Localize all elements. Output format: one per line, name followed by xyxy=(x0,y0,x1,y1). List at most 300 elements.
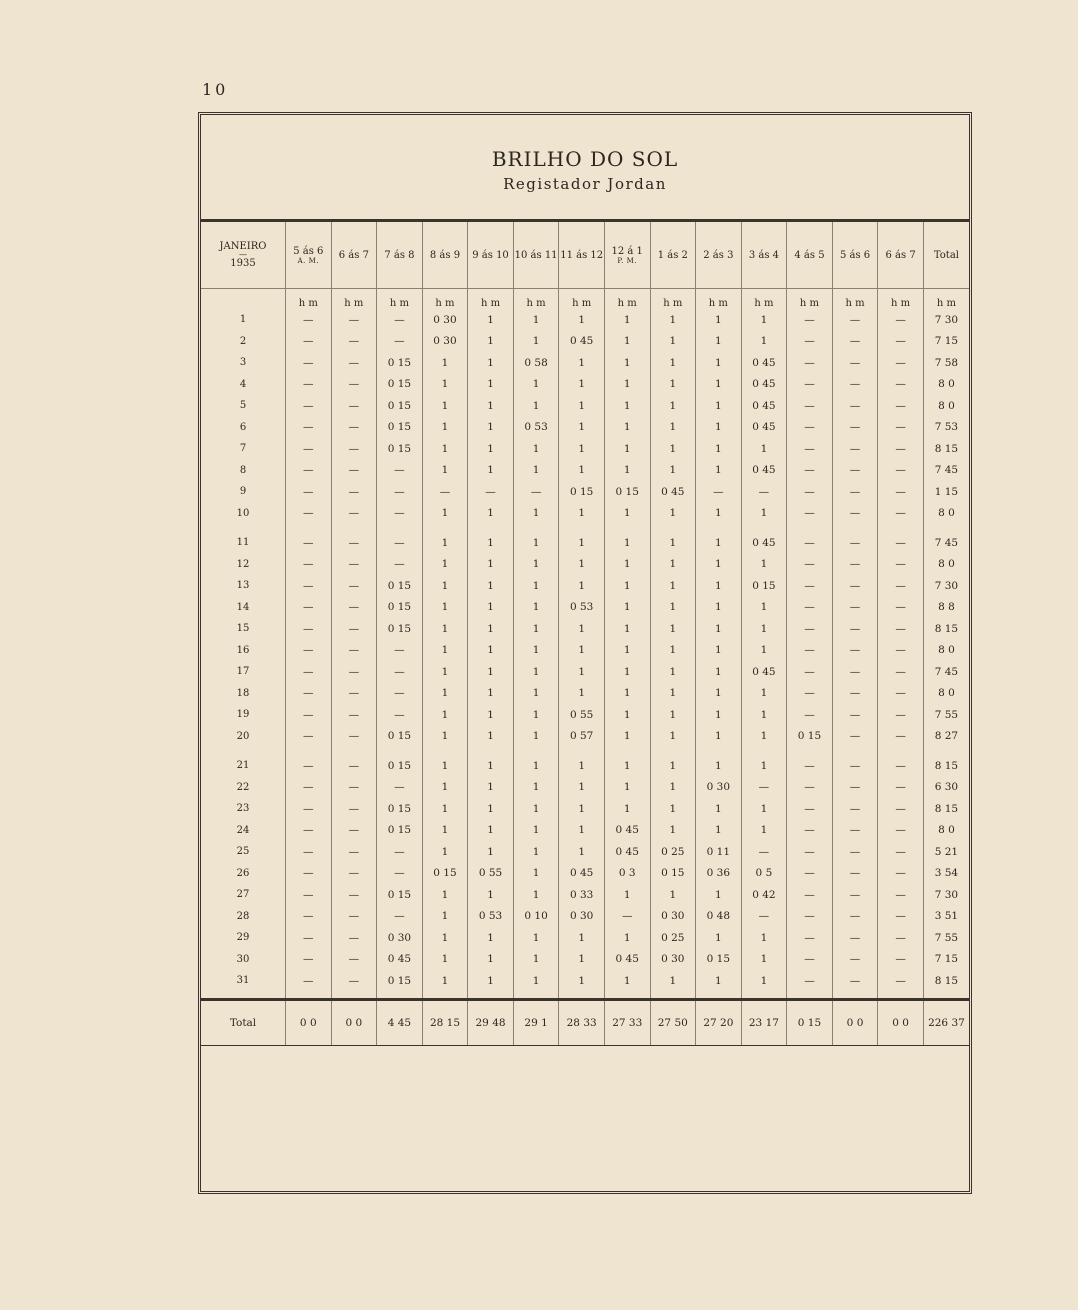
units-cell-empty xyxy=(201,289,286,310)
hour-cell: 0 45 xyxy=(604,949,650,971)
spacer-cell xyxy=(878,992,924,1000)
hour-cell: 1 xyxy=(559,532,605,554)
hour-cell: 1 xyxy=(513,554,559,576)
column-header-label: 1 ás 2 xyxy=(657,249,688,261)
hour-cell: — xyxy=(832,820,878,842)
day-cell: 9 xyxy=(239,486,247,498)
hour-cell: — xyxy=(286,575,332,597)
hour-cell: 1 xyxy=(559,755,605,777)
table-row xyxy=(201,726,969,748)
spacer-cell xyxy=(923,747,969,755)
spacer-cell xyxy=(513,524,559,532)
hour-cell: — xyxy=(832,331,878,353)
sunshine-table xyxy=(201,222,969,1046)
hour-cell: 1 xyxy=(468,417,514,439)
row-total-cell: 8 0 xyxy=(923,554,969,576)
spacer-cell xyxy=(787,524,833,532)
hour-cell: — xyxy=(331,352,377,374)
hour-cell: 1 xyxy=(741,755,787,777)
hour-cell: 1 xyxy=(559,798,605,820)
spacer-cell xyxy=(696,524,742,532)
hour-cell: 0 30 xyxy=(377,927,423,949)
hour-cell: 1 xyxy=(650,798,696,820)
total-cell: 23 17 xyxy=(741,999,787,1045)
hour-cell: 1 xyxy=(696,927,742,949)
day-cell: 19 xyxy=(236,709,250,721)
hour-cell: — xyxy=(286,777,332,799)
hour-cell: 0 53 xyxy=(513,417,559,439)
page-title: BRILHO DO SOL xyxy=(491,147,679,171)
hour-cell: 0 15 xyxy=(377,618,423,640)
units-cell: h m xyxy=(377,289,423,310)
day-cell: 2 xyxy=(239,335,247,347)
total-cell: 27 50 xyxy=(650,999,696,1045)
hour-cell: 1 xyxy=(650,726,696,748)
row-total-cell: 3 51 xyxy=(923,906,969,928)
hour-cell: 0 15 xyxy=(604,481,650,503)
hour-cell: 1 xyxy=(422,460,468,482)
hour-cell: 1 xyxy=(696,755,742,777)
spacer-cell xyxy=(331,992,377,1000)
hour-cell: 1 xyxy=(468,575,514,597)
hour-cell: — xyxy=(286,863,332,885)
hour-cell: — xyxy=(377,481,423,503)
hour-cell: 1 xyxy=(696,798,742,820)
hour-cell: 0 45 xyxy=(650,481,696,503)
hour-cell: 1 xyxy=(468,618,514,640)
hour-cell: — xyxy=(286,661,332,683)
hour-cell: 1 xyxy=(696,970,742,992)
hour-cell: 0 48 xyxy=(696,906,742,928)
column-header-label: 5 ás 6 xyxy=(839,249,871,261)
hour-cell: — xyxy=(832,395,878,417)
hour-cell: — xyxy=(787,704,833,726)
hour-cell: 1 xyxy=(650,661,696,683)
hour-cell: 1 xyxy=(422,704,468,726)
hour-cell: 1 xyxy=(650,417,696,439)
hour-cell: 1 xyxy=(559,820,605,842)
hour-cell: 0 15 xyxy=(559,481,605,503)
hour-cell: 1 xyxy=(604,503,650,525)
hour-cell: 1 xyxy=(650,704,696,726)
hour-cell: 1 xyxy=(513,777,559,799)
hour-cell: 1 xyxy=(604,777,650,799)
row-total-cell: 5 21 xyxy=(923,841,969,863)
day-cell: 16 xyxy=(236,644,250,656)
day-cell: 12 xyxy=(236,558,250,570)
hour-cell: 0 57 xyxy=(559,726,605,748)
row-total-cell: 7 45 xyxy=(923,661,969,683)
spacer-cell xyxy=(741,992,787,1000)
column-header xyxy=(832,222,878,289)
table-row xyxy=(201,949,969,971)
hour-cell: — xyxy=(331,395,377,417)
column-header-label: 12 á 1 xyxy=(611,245,643,257)
row-total-cell: 1 15 xyxy=(923,481,969,503)
table-row xyxy=(201,331,969,353)
page-number: 10 xyxy=(202,80,229,99)
hour-cell: — xyxy=(878,417,924,439)
hour-cell: — xyxy=(878,331,924,353)
hour-cell: 1 xyxy=(559,927,605,949)
total-cell: 4 45 xyxy=(377,999,423,1045)
day-cell: 29 xyxy=(236,932,250,944)
hour-cell: 1 xyxy=(513,820,559,842)
spacer-cell xyxy=(331,524,377,532)
spacer-cell xyxy=(650,747,696,755)
units-cell: h m xyxy=(604,289,650,310)
hour-cell: 1 xyxy=(741,597,787,619)
hour-cell: — xyxy=(377,460,423,482)
day-cell: 22 xyxy=(236,781,250,793)
table-row xyxy=(201,927,969,949)
hour-cell: 0 45 xyxy=(741,374,787,396)
hour-cell: — xyxy=(787,331,833,353)
hour-cell: — xyxy=(787,503,833,525)
hour-cell: 1 xyxy=(468,798,514,820)
hour-cell: — xyxy=(331,927,377,949)
hour-cell: 1 xyxy=(650,331,696,353)
hour-cell: 1 xyxy=(650,970,696,992)
hour-cell: — xyxy=(878,597,924,619)
hour-cell: 1 xyxy=(468,884,514,906)
spacer-cell xyxy=(832,992,878,1000)
column-header-label: 7 ás 8 xyxy=(384,249,415,261)
hour-cell: — xyxy=(832,841,878,863)
hour-cell: — xyxy=(331,906,377,928)
hour-cell: 1 xyxy=(559,683,605,705)
hour-cell: 1 xyxy=(696,726,742,748)
hour-cell: — xyxy=(331,554,377,576)
column-header xyxy=(923,222,969,289)
hour-cell: 1 xyxy=(559,503,605,525)
hour-cell: 1 xyxy=(422,395,468,417)
column-header-period: A. M. xyxy=(297,256,319,265)
hour-cell: 1 xyxy=(422,949,468,971)
row-total-cell: 8 0 xyxy=(923,374,969,396)
hour-cell: — xyxy=(878,777,924,799)
hour-cell: 0 45 xyxy=(559,331,605,353)
hour-cell: — xyxy=(331,481,377,503)
hour-cell: 1 xyxy=(513,503,559,525)
hour-cell: — xyxy=(286,597,332,619)
hour-cell: — xyxy=(286,374,332,396)
hour-cell: 1 xyxy=(559,949,605,971)
hour-cell: 1 xyxy=(559,970,605,992)
hour-cell: — xyxy=(286,704,332,726)
hour-cell: — xyxy=(331,618,377,640)
table-row xyxy=(201,417,969,439)
column-header xyxy=(650,222,696,289)
data-table-container xyxy=(201,219,969,1046)
day-cell: 1 xyxy=(239,314,247,326)
day-cell: 27 xyxy=(236,889,250,901)
hour-cell: — xyxy=(286,481,332,503)
row-spacer xyxy=(201,992,969,1000)
units-cell: h m xyxy=(468,289,514,310)
hour-cell: 1 xyxy=(468,661,514,683)
hour-cell: — xyxy=(878,884,924,906)
hour-cell: 1 xyxy=(559,438,605,460)
hour-cell: — xyxy=(331,884,377,906)
table-row xyxy=(201,863,969,885)
hour-cell: 1 xyxy=(741,438,787,460)
hour-cell: — xyxy=(787,820,833,842)
hour-cell: 1 xyxy=(741,798,787,820)
table-frame xyxy=(198,112,972,1194)
hour-cell: 1 xyxy=(650,575,696,597)
day-cell: 26 xyxy=(236,867,250,879)
hour-cell: 0 30 xyxy=(650,949,696,971)
total-cell: 29 1 xyxy=(513,999,559,1045)
hour-cell: — xyxy=(832,970,878,992)
hour-cell: 1 xyxy=(513,575,559,597)
hour-cell: 0 30 xyxy=(422,309,468,331)
hour-cell: 1 xyxy=(468,777,514,799)
hour-cell: — xyxy=(286,618,332,640)
hour-cell: 1 xyxy=(513,438,559,460)
hour-cell: 1 xyxy=(650,352,696,374)
hour-cell: — xyxy=(787,309,833,331)
row-total-cell: 7 45 xyxy=(923,532,969,554)
hour-cell: 1 xyxy=(422,575,468,597)
month-label: JANEIRO xyxy=(219,240,267,252)
hour-cell: 1 xyxy=(422,597,468,619)
hour-cell: 1 xyxy=(513,618,559,640)
hour-cell: 1 xyxy=(696,438,742,460)
table-row xyxy=(201,777,969,799)
hour-cell: 1 xyxy=(604,640,650,662)
hour-cell: 0 15 xyxy=(741,575,787,597)
spacer-cell xyxy=(468,524,514,532)
hour-cell: — xyxy=(331,798,377,820)
hour-cell: 1 xyxy=(513,841,559,863)
hour-cell: 1 xyxy=(604,352,650,374)
units-cell: h m xyxy=(923,289,969,310)
hour-cell: — xyxy=(878,309,924,331)
hour-cell: 0 55 xyxy=(559,704,605,726)
hour-cell: — xyxy=(878,503,924,525)
hour-cell: — xyxy=(878,820,924,842)
hour-cell: — xyxy=(832,949,878,971)
hour-cell: 1 xyxy=(604,417,650,439)
hour-cell: — xyxy=(832,309,878,331)
row-total-cell: 8 15 xyxy=(923,438,969,460)
row-total-cell: 8 0 xyxy=(923,683,969,705)
hour-cell: — xyxy=(331,374,377,396)
spacer-cell xyxy=(832,747,878,755)
hour-cell: — xyxy=(331,704,377,726)
hour-cell: — xyxy=(787,906,833,928)
hour-cell: 0 15 xyxy=(696,949,742,971)
spacer-cell xyxy=(468,747,514,755)
hour-cell: — xyxy=(878,481,924,503)
hour-cell: 1 xyxy=(696,820,742,842)
hour-cell: 1 xyxy=(422,683,468,705)
hour-cell: — xyxy=(878,755,924,777)
hour-cell: 0 15 xyxy=(377,755,423,777)
hour-cell: — xyxy=(878,438,924,460)
hour-cell: — xyxy=(377,704,423,726)
hour-cell: 0 15 xyxy=(650,863,696,885)
hour-cell: 1 xyxy=(696,661,742,683)
row-total-cell: 7 53 xyxy=(923,417,969,439)
hour-cell: — xyxy=(787,755,833,777)
column-header-label: 9 ás 10 xyxy=(472,249,509,261)
hour-cell: 1 xyxy=(468,755,514,777)
day-cell: 10 xyxy=(236,507,250,519)
table-row xyxy=(201,575,969,597)
row-total-cell: 8 0 xyxy=(923,503,969,525)
hour-cell: 1 xyxy=(604,597,650,619)
row-total-cell: 7 15 xyxy=(923,949,969,971)
hour-cell: — xyxy=(878,575,924,597)
hour-cell: 0 15 xyxy=(422,863,468,885)
column-header xyxy=(696,222,742,289)
hour-cell: 1 xyxy=(696,618,742,640)
row-total-cell: 7 55 xyxy=(923,927,969,949)
hour-cell: 0 53 xyxy=(559,597,605,619)
hour-cell: — xyxy=(878,554,924,576)
total-cell: 0 0 xyxy=(878,999,924,1045)
hour-cell: — xyxy=(832,352,878,374)
hour-cell: 1 xyxy=(513,755,559,777)
hour-cell: 1 xyxy=(650,777,696,799)
hour-cell: 1 xyxy=(650,460,696,482)
hour-cell: — xyxy=(377,309,423,331)
row-total-cell: 8 15 xyxy=(923,970,969,992)
hour-cell: 1 xyxy=(468,554,514,576)
spacer-cell xyxy=(286,747,332,755)
hour-cell: 1 xyxy=(468,683,514,705)
hour-cell: — xyxy=(878,640,924,662)
column-header xyxy=(422,222,468,289)
spacer-cell xyxy=(377,524,423,532)
hour-cell: — xyxy=(878,726,924,748)
hour-cell: — xyxy=(787,597,833,619)
hour-cell: 1 xyxy=(604,726,650,748)
hour-cell: 1 xyxy=(741,970,787,992)
day-cell: 3 xyxy=(239,357,247,369)
hour-cell: 1 xyxy=(604,438,650,460)
hour-cell: — xyxy=(331,777,377,799)
hour-cell: — xyxy=(331,597,377,619)
hour-cell: — xyxy=(878,863,924,885)
hour-cell: 0 45 xyxy=(377,949,423,971)
hour-cell: 1 xyxy=(559,618,605,640)
spacer-cell xyxy=(201,992,286,1000)
totals-label: Total xyxy=(201,999,286,1045)
hour-cell: 0 15 xyxy=(377,726,423,748)
hour-cell: 1 xyxy=(696,460,742,482)
day-cell: 24 xyxy=(236,824,250,836)
hour-cell: 1 xyxy=(513,863,559,885)
hour-cell: — xyxy=(832,777,878,799)
hour-cell: 0 25 xyxy=(650,927,696,949)
hour-cell: — xyxy=(377,331,423,353)
row-total-cell: 8 15 xyxy=(923,618,969,640)
day-cell: 15 xyxy=(236,623,250,635)
hour-cell: — xyxy=(832,798,878,820)
hour-cell: 1 xyxy=(468,503,514,525)
hour-cell: — xyxy=(832,532,878,554)
hour-cell: — xyxy=(787,575,833,597)
page-subtitle: Registador Jordan xyxy=(503,175,667,193)
hour-cell: 1 xyxy=(422,906,468,928)
hour-cell: 1 xyxy=(741,949,787,971)
hour-cell: — xyxy=(286,820,332,842)
hour-cell: — xyxy=(331,331,377,353)
hour-cell: — xyxy=(377,863,423,885)
hour-cell: 1 xyxy=(650,820,696,842)
hour-cell: 1 xyxy=(696,395,742,417)
hour-cell: — xyxy=(832,554,878,576)
hour-cell: — xyxy=(377,661,423,683)
spacer-cell xyxy=(878,524,924,532)
hour-cell: — xyxy=(286,417,332,439)
hour-cell: — xyxy=(377,503,423,525)
hour-cell: — xyxy=(832,438,878,460)
spacer-cell xyxy=(201,524,286,532)
hour-cell: 0 15 xyxy=(377,970,423,992)
total-cell: 28 33 xyxy=(559,999,605,1045)
hour-cell: — xyxy=(832,906,878,928)
total-cell: 28 15 xyxy=(422,999,468,1045)
hour-cell: 0 10 xyxy=(513,906,559,928)
hour-cell: — xyxy=(878,927,924,949)
hour-cell: — xyxy=(286,755,332,777)
day-cell: 6 xyxy=(239,421,247,433)
hour-cell: 1 xyxy=(422,884,468,906)
column-header-period: P. M. xyxy=(617,256,638,265)
hour-cell: 1 xyxy=(422,374,468,396)
column-header-label: 11 ás 12 xyxy=(560,249,604,261)
spacer-cell xyxy=(696,747,742,755)
hour-cell: — xyxy=(377,777,423,799)
hour-cell: 1 xyxy=(741,640,787,662)
hour-cell: 1 xyxy=(513,949,559,971)
year-label: 1935 xyxy=(230,258,256,270)
hour-cell: 1 xyxy=(741,704,787,726)
row-total-cell: 7 58 xyxy=(923,352,969,374)
hour-cell: — xyxy=(832,640,878,662)
spacer-cell xyxy=(832,524,878,532)
hour-cell: — xyxy=(286,309,332,331)
hour-cell: 1 xyxy=(468,820,514,842)
hour-cell: 1 xyxy=(650,640,696,662)
hour-cell: 1 xyxy=(513,309,559,331)
hour-cell: — xyxy=(513,481,559,503)
spacer-cell xyxy=(741,747,787,755)
hour-cell: 0 15 xyxy=(377,597,423,619)
hour-cell: — xyxy=(331,460,377,482)
units-cell: h m xyxy=(741,289,787,310)
hour-cell: 1 xyxy=(650,884,696,906)
spacer-cell xyxy=(878,747,924,755)
hour-cell: 1 xyxy=(422,820,468,842)
units-cell: h m xyxy=(559,289,605,310)
hour-cell: — xyxy=(787,417,833,439)
hour-cell: 1 xyxy=(422,755,468,777)
hour-cell: 0 45 xyxy=(604,820,650,842)
hour-cell: — xyxy=(787,841,833,863)
hour-cell: 1 xyxy=(604,532,650,554)
table-row xyxy=(201,970,969,992)
column-header-label: Total xyxy=(933,249,959,261)
hour-cell: 0 45 xyxy=(741,532,787,554)
day-cell: 17 xyxy=(236,666,250,678)
row-total-cell: 7 30 xyxy=(923,884,969,906)
